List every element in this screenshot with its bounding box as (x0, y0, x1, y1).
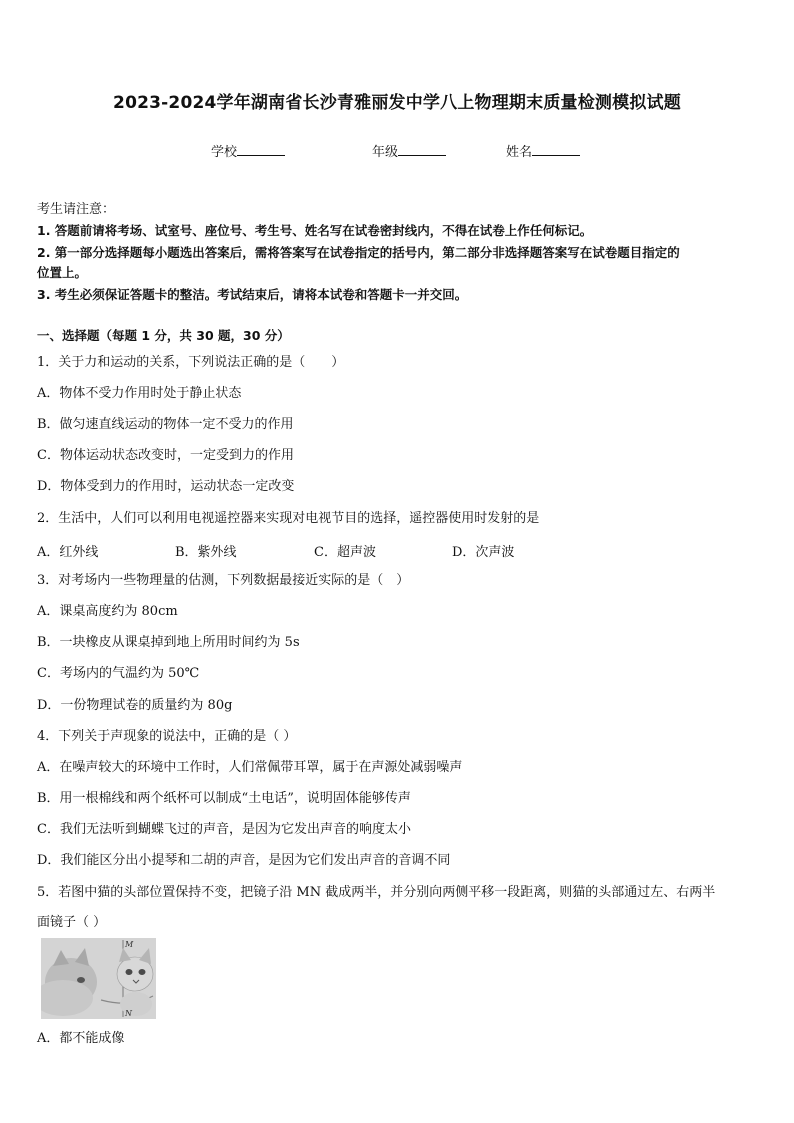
notice-heading: 考生请注意： (37, 202, 116, 217)
question-4-option-d: D．我们能区分出小提琴和二胡的声音，是因为它们发出声音的音调不同 (37, 853, 451, 868)
notice-item-2: 2. 第一部分选择题每小题选出答案后，需将答案写在试卷指定的括号内，第二部分非选择题答案写在试卷题目指定的 (37, 245, 680, 260)
grade-label: 年级 (372, 145, 399, 160)
question-4-option-c: C．我们无法听到蝴蝶飞过的声音，是因为它发出声音的响度太小 (37, 822, 411, 837)
question-4-option-a: A．在噪声较大的环境中工作时，人们常佩带耳罩，属于在声源处减弱噪声 (37, 760, 463, 775)
question-3-option-d: D．一份物理试卷的质量约为 80g (37, 698, 233, 713)
school-label: 学校 (211, 145, 238, 160)
cat-mirror-illustration (41, 938, 156, 1019)
question-4-stem: 4．下列关于声现象的说法中，正确的是（ ） (37, 729, 297, 744)
question-1-option-a: A．物体不受力作用时处于静止状态 (37, 386, 242, 401)
grade-field[interactable] (372, 141, 446, 160)
question-2-option-d: D．次声波 (452, 545, 515, 560)
mirror-label-m: M (125, 940, 134, 949)
question-5-stem: 5．若图中猫的头部位置保持不变，把镜子沿 MN 截成两半，并分别向两侧平移一段距离，则猫的头部通过左、右两半 (37, 885, 716, 900)
notice-item-1: 1. 答题前请将考场、试室号、座位号、考生号、姓名写在试卷密封线内，不得在试卷上作任何标记。 (37, 223, 593, 238)
name-field[interactable] (506, 141, 580, 160)
question-1-option-c: C．物体运动状态改变时，一定受到力的作用 (37, 448, 294, 463)
question-2-option-c: C．超声波 (314, 545, 376, 560)
notice-item-2-cont: 位置上。 (37, 265, 88, 280)
question-2-option-a: A．红外线 (37, 545, 99, 560)
question-3-option-c: C．考场内的气温约为 50℃ (37, 666, 200, 681)
question-5-stem-cont: 面镜子（ ） (37, 915, 107, 930)
question-1-stem: 1．关于力和运动的关系，下列说法正确的是（ ） (37, 355, 345, 370)
school-field[interactable] (211, 141, 285, 160)
question-3-option-a: A．课桌高度约为 80cm (37, 604, 178, 619)
question-2-option-b: B．紫外线 (175, 545, 237, 560)
school-blank[interactable] (237, 143, 285, 156)
exam-title: 2023-2024学年湖南省长沙青雅丽发中学八上物理期末质量检测模拟试题 (113, 93, 681, 113)
name-blank[interactable] (532, 143, 580, 156)
name-label: 姓名 (506, 145, 533, 160)
question-1-option-d: D．物体受到力的作用时，运动状态一定改变 (37, 479, 295, 494)
mirror-label-n: N (125, 1009, 132, 1018)
question-4-option-b: B．用一根棉线和两个纸杯可以制成“土电话”，说明固体能够传声 (37, 791, 411, 806)
question-1-option-b: B．做匀速直线运动的物体一定不受力的作用 (37, 417, 294, 432)
question-3-stem: 3．对考场内一些物理量的估测，下列数据最接近实际的是（ ） (37, 573, 410, 588)
notice-item-3: 3. 考生必须保证答题卡的整洁。考试结束后，请将本试卷和答题卡一并交回。 (37, 287, 468, 302)
section-heading: 一、选择题（每题 1 分，共 30 题，30 分） (37, 328, 290, 343)
grade-blank[interactable] (398, 143, 446, 156)
question-3-option-b: B．一块橡皮从课桌掉到地上所用时间约为 5s (37, 635, 300, 650)
cat-mirror-figure (41, 938, 156, 1019)
question-2-stem: 2．生活中，人们可以利用电视遥控器来实现对电视节目的选择，遥控器使用时发射的是 (37, 511, 540, 526)
question-5-option-a: A．都不能成像 (37, 1031, 125, 1046)
